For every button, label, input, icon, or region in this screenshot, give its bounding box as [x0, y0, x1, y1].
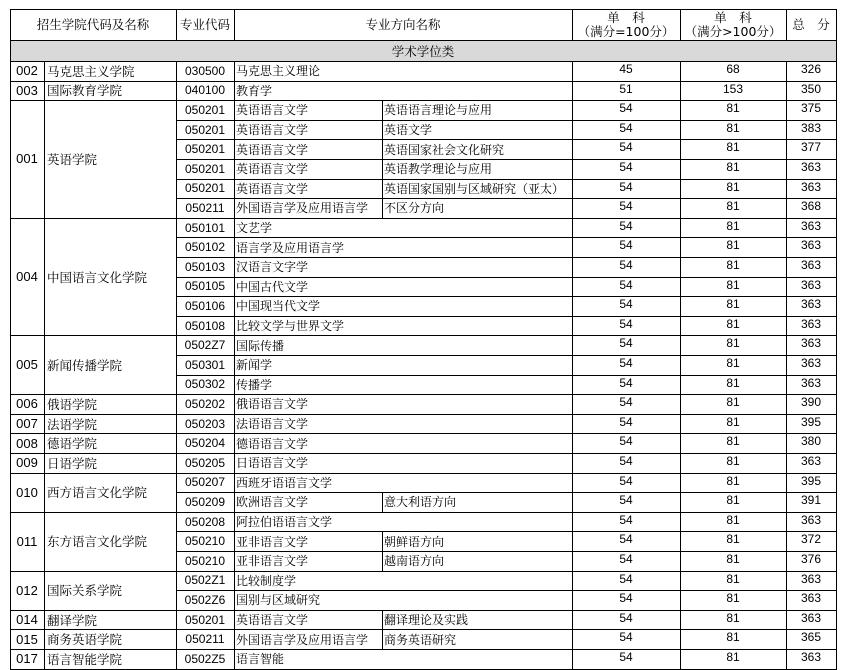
score-total: 372 [800, 532, 822, 547]
major-code: 040100 [184, 83, 226, 98]
score-total: 363 [800, 512, 822, 527]
college-code: 010 [16, 484, 38, 500]
major-name: 西班牙语语言文学 [236, 475, 333, 490]
section-band: 学术学位类 [10, 40, 836, 61]
college-name: 翻译学院 [47, 612, 98, 628]
score-single-over-100: 81 [726, 316, 740, 331]
score-single-100: 54 [619, 277, 633, 292]
college-name: 语言智能学院 [47, 651, 123, 667]
score-single-100: 54 [619, 493, 633, 508]
grid-line [382, 531, 383, 551]
score-total: 375 [800, 101, 822, 116]
grid-line [10, 669, 176, 670]
score-total: 363 [800, 454, 822, 468]
major-code: 050205 [184, 455, 226, 470]
score-single-over-100: 81 [726, 375, 740, 390]
direction-name: 越南语方向 [384, 554, 445, 569]
score-single-100: 54 [619, 610, 633, 625]
college-name: 国际关系学院 [47, 583, 123, 599]
direction-name: 英语语言理论与应用 [384, 103, 493, 118]
header-major-code: 专业代码 [179, 17, 230, 32]
score-single-100: 54 [619, 473, 633, 488]
score-total: 377 [800, 140, 822, 155]
college-name: 法语学院 [47, 416, 98, 432]
score-total: 363 [800, 591, 822, 606]
grid-line [680, 61, 681, 669]
score-total: 363 [800, 258, 822, 272]
college-name: 西方语言文化学院 [47, 485, 148, 501]
college-name: 英语学院 [47, 151, 98, 167]
college-name: 新闻传播学院 [47, 357, 123, 373]
college-code: 017 [16, 651, 38, 667]
score-single-over-100: 81 [726, 610, 740, 625]
grid-line [176, 61, 177, 669]
major-code: 050211 [185, 200, 225, 215]
score-single-100: 54 [619, 258, 633, 272]
header-text: （满分>100分） [684, 23, 782, 39]
score-single-100: 54 [619, 532, 633, 547]
major-code: 050106 [184, 298, 226, 313]
score-single-100: 54 [619, 297, 633, 312]
header-single-over-100 [680, 9, 786, 40]
major-name: 亚非语言文学 [236, 534, 309, 549]
major-code: 050102 [184, 240, 226, 255]
major-code: 050210 [184, 553, 226, 568]
score-single-over-100: 81 [726, 140, 740, 155]
major-name: 俄语语言文学 [236, 397, 309, 412]
score-total: 363 [800, 238, 822, 253]
major-name: 外国语言学及应用语言学 [236, 201, 369, 216]
major-name: 阿拉伯语语言文学 [236, 515, 333, 530]
score-total: 363 [800, 375, 822, 390]
score-single-over-100: 81 [726, 356, 740, 370]
score-single-100: 45 [619, 62, 633, 76]
major-name: 国别与区域研究 [236, 593, 321, 608]
major-code: 050207 [184, 475, 226, 490]
score-single-100: 54 [619, 630, 633, 645]
direction-name: 英语国家国别与区域研究（亚太） [384, 181, 565, 196]
score-total: 391 [800, 493, 822, 508]
college-code: 012 [16, 582, 38, 598]
grid-line [234, 9, 235, 40]
college-name: 东方语言文化学院 [47, 534, 148, 550]
header-single-100 [572, 9, 680, 40]
major-name: 中国古代文学 [236, 279, 309, 294]
score-total: 365 [800, 630, 822, 645]
major-code: 050201 [184, 102, 226, 117]
header-college: 招生学院代码及名称 [36, 17, 150, 32]
major-code: 0502Z1 [184, 573, 226, 588]
score-single-over-100: 81 [726, 336, 740, 351]
college-name: 德语学院 [47, 436, 98, 452]
grid-line [176, 9, 177, 40]
score-total: 380 [800, 434, 822, 449]
score-single-over-100: 81 [726, 218, 740, 233]
major-code: 050101 [184, 220, 226, 235]
major-name: 汉语言文字学 [236, 260, 309, 275]
college-code: 009 [16, 455, 38, 471]
score-single-100: 54 [619, 591, 633, 606]
score-total: 363 [800, 571, 822, 586]
major-name: 比较文学与世界文学 [236, 319, 345, 334]
direction-name: 英语国家社会文化研究 [384, 142, 505, 157]
grid-line [382, 492, 383, 512]
score-single-100: 54 [619, 179, 633, 194]
score-total: 395 [800, 414, 822, 429]
major-name: 文艺学 [236, 221, 273, 236]
direction-name: 英语文学 [384, 123, 433, 138]
score-single-100: 54 [619, 199, 633, 214]
grid-line [382, 629, 383, 649]
score-single-over-100: 81 [726, 532, 740, 547]
college-code: 015 [16, 631, 38, 647]
score-single-100: 54 [619, 101, 633, 116]
college-code: 008 [16, 435, 38, 451]
college-code: 003 [16, 82, 38, 98]
grid-line [382, 120, 383, 140]
major-code: 050201 [184, 612, 226, 627]
score-total: 363 [800, 336, 822, 351]
major-code: 0502Z7 [184, 338, 226, 353]
college-name: 国际教育学院 [47, 83, 123, 99]
score-total: 363 [800, 277, 822, 292]
major-name: 中国现当代文学 [236, 299, 321, 314]
major-code: 050204 [184, 436, 226, 451]
score-single-100: 54 [619, 375, 633, 390]
grid-line [382, 551, 383, 571]
college-code: 014 [16, 612, 38, 628]
header-text: （满分=100分） [577, 23, 675, 39]
grid-line [572, 61, 573, 669]
score-single-100: 54 [619, 160, 633, 174]
score-single-over-100: 68 [726, 62, 740, 76]
major-code: 050208 [184, 514, 226, 529]
score-single-over-100: 81 [726, 454, 740, 468]
college-code: 006 [16, 396, 38, 412]
grid-line [44, 61, 45, 669]
score-single-over-100: 81 [726, 473, 740, 488]
major-name: 语言学及应用语言学 [236, 240, 345, 255]
score-single-over-100: 81 [726, 101, 740, 116]
major-name: 新闻学 [236, 358, 273, 373]
score-total: 363 [800, 316, 822, 331]
score-total: 363 [800, 610, 822, 625]
major-name: 教育学 [236, 83, 273, 98]
header-direction: 专业方向名称 [365, 17, 441, 32]
major-code: 050302 [184, 377, 226, 392]
direction-name: 商务英语研究 [384, 632, 457, 647]
score-single-100: 54 [619, 238, 633, 253]
grid-line [234, 61, 235, 669]
score-single-100: 54 [619, 571, 633, 586]
score-single-over-100: 81 [726, 591, 740, 606]
score-total: 363 [800, 160, 822, 174]
grid-line [786, 61, 787, 669]
college-code: 007 [16, 416, 38, 432]
score-single-100: 54 [619, 140, 633, 155]
major-name: 德语语言文学 [236, 436, 309, 451]
score-total: 350 [800, 81, 822, 96]
college-code: 002 [16, 63, 38, 79]
college-code: 011 [16, 533, 38, 549]
score-single-over-100: 81 [726, 571, 740, 586]
score-single-100: 54 [619, 552, 633, 566]
score-single-100: 54 [619, 356, 633, 370]
score-single-100: 54 [619, 434, 633, 449]
score-total: 363 [800, 218, 822, 233]
major-code: 050211 [185, 632, 225, 647]
major-name: 英语语言文学 [236, 142, 309, 157]
grid-line [382, 610, 383, 630]
score-single-100: 54 [619, 120, 633, 135]
score-single-over-100: 81 [726, 650, 740, 664]
score-single-over-100: 81 [726, 277, 740, 292]
major-code: 050103 [184, 259, 226, 274]
score-single-100: 54 [619, 395, 633, 410]
major-code: 050201 [184, 181, 226, 196]
major-code: 050202 [184, 396, 226, 411]
major-name: 传播学 [236, 377, 273, 392]
score-single-over-100: 81 [726, 199, 740, 214]
direction-name: 朝鲜语方向 [384, 534, 445, 549]
major-code: 030500 [184, 63, 226, 78]
score-single-over-100: 81 [726, 160, 740, 174]
major-code: 050201 [184, 122, 226, 137]
header-text: 单 科 [714, 9, 752, 25]
major-code: 050108 [184, 318, 226, 333]
grid-line [382, 100, 383, 120]
score-single-over-100: 153 [722, 81, 744, 96]
college-code: 001 [16, 151, 38, 167]
grid-line [176, 669, 836, 670]
score-total: 395 [800, 473, 822, 488]
college-name: 中国语言文化学院 [47, 269, 148, 285]
score-single-over-100: 81 [726, 179, 740, 194]
score-single-over-100: 81 [726, 395, 740, 410]
major-name: 英语语言文学 [236, 162, 309, 177]
grid-line [10, 9, 836, 10]
major-name: 亚非语言文学 [236, 554, 309, 569]
grid-line [382, 198, 383, 218]
grid-line [786, 9, 787, 40]
major-code: 050210 [184, 534, 226, 549]
score-single-over-100: 81 [726, 120, 740, 135]
score-total: 326 [800, 62, 822, 76]
major-code: 050201 [184, 142, 226, 157]
score-single-over-100: 81 [726, 512, 740, 527]
score-single-100: 54 [619, 218, 633, 233]
header-text: 单 科 [607, 9, 645, 25]
major-name: 英语语言文学 [236, 181, 309, 196]
major-name: 外国语言学及应用语言学 [236, 632, 369, 647]
major-code: 050203 [184, 416, 226, 431]
college-name: 商务英语学院 [47, 632, 123, 648]
score-single-over-100: 81 [726, 493, 740, 508]
college-code: 004 [16, 269, 38, 285]
score-total: 363 [800, 297, 822, 312]
major-name: 英语语言文学 [236, 103, 309, 118]
major-code: 050201 [184, 161, 226, 176]
grid-line [382, 139, 383, 159]
major-name: 语言智能 [236, 652, 285, 667]
score-single-over-100: 81 [726, 630, 740, 645]
grid-line [10, 40, 836, 41]
score-single-over-100: 81 [726, 434, 740, 449]
grid-line [836, 9, 837, 670]
score-single-100: 51 [619, 81, 633, 96]
score-total: 376 [800, 552, 822, 566]
direction-name: 不区分方向 [384, 201, 445, 216]
major-code: 050301 [184, 357, 226, 372]
score-total: 363 [800, 179, 822, 194]
score-single-over-100: 81 [726, 258, 740, 272]
score-total: 368 [800, 199, 822, 214]
major-name: 日语语言文学 [236, 456, 309, 471]
score-total: 363 [800, 650, 822, 664]
score-single-100: 54 [619, 454, 633, 468]
grid-line [382, 159, 383, 179]
major-name: 英语语言文学 [236, 123, 309, 138]
major-name: 欧洲语言文学 [236, 495, 309, 510]
major-name: 马克思主义理论 [236, 64, 321, 79]
score-single-over-100: 81 [726, 414, 740, 429]
score-single-over-100: 81 [726, 297, 740, 312]
header-total: 总 分 [792, 17, 830, 32]
direction-name: 英语教学理论与应用 [384, 162, 493, 177]
grid-line [572, 9, 573, 40]
score-single-100: 54 [619, 316, 633, 331]
direction-name: 意大利语方向 [384, 495, 457, 510]
college-name: 俄语学院 [47, 396, 98, 412]
major-name: 英语语言文学 [236, 613, 309, 628]
direction-name: 翻译理论及实践 [384, 613, 469, 628]
major-code: 050105 [184, 279, 226, 294]
college-name: 马克思主义学院 [47, 63, 135, 79]
score-total: 390 [800, 395, 822, 410]
score-single-100: 54 [619, 650, 633, 664]
score-total: 363 [800, 356, 822, 370]
grid-line [680, 9, 681, 40]
grid-line [382, 179, 383, 199]
major-code: 0502Z6 [184, 592, 226, 607]
score-single-100: 54 [619, 336, 633, 351]
score-single-over-100: 81 [726, 238, 740, 253]
score-total: 383 [800, 120, 822, 135]
major-name: 比较制度学 [236, 573, 297, 588]
college-code: 005 [16, 357, 38, 373]
score-single-100: 54 [619, 512, 633, 527]
major-code: 050209 [184, 494, 226, 509]
college-name: 日语学院 [47, 455, 98, 471]
score-single-over-100: 81 [726, 552, 740, 566]
score-single-100: 54 [619, 414, 633, 429]
major-code: 0502Z5 [184, 651, 226, 666]
major-name: 法语语言文学 [236, 417, 309, 432]
major-name: 国际传播 [236, 338, 285, 353]
